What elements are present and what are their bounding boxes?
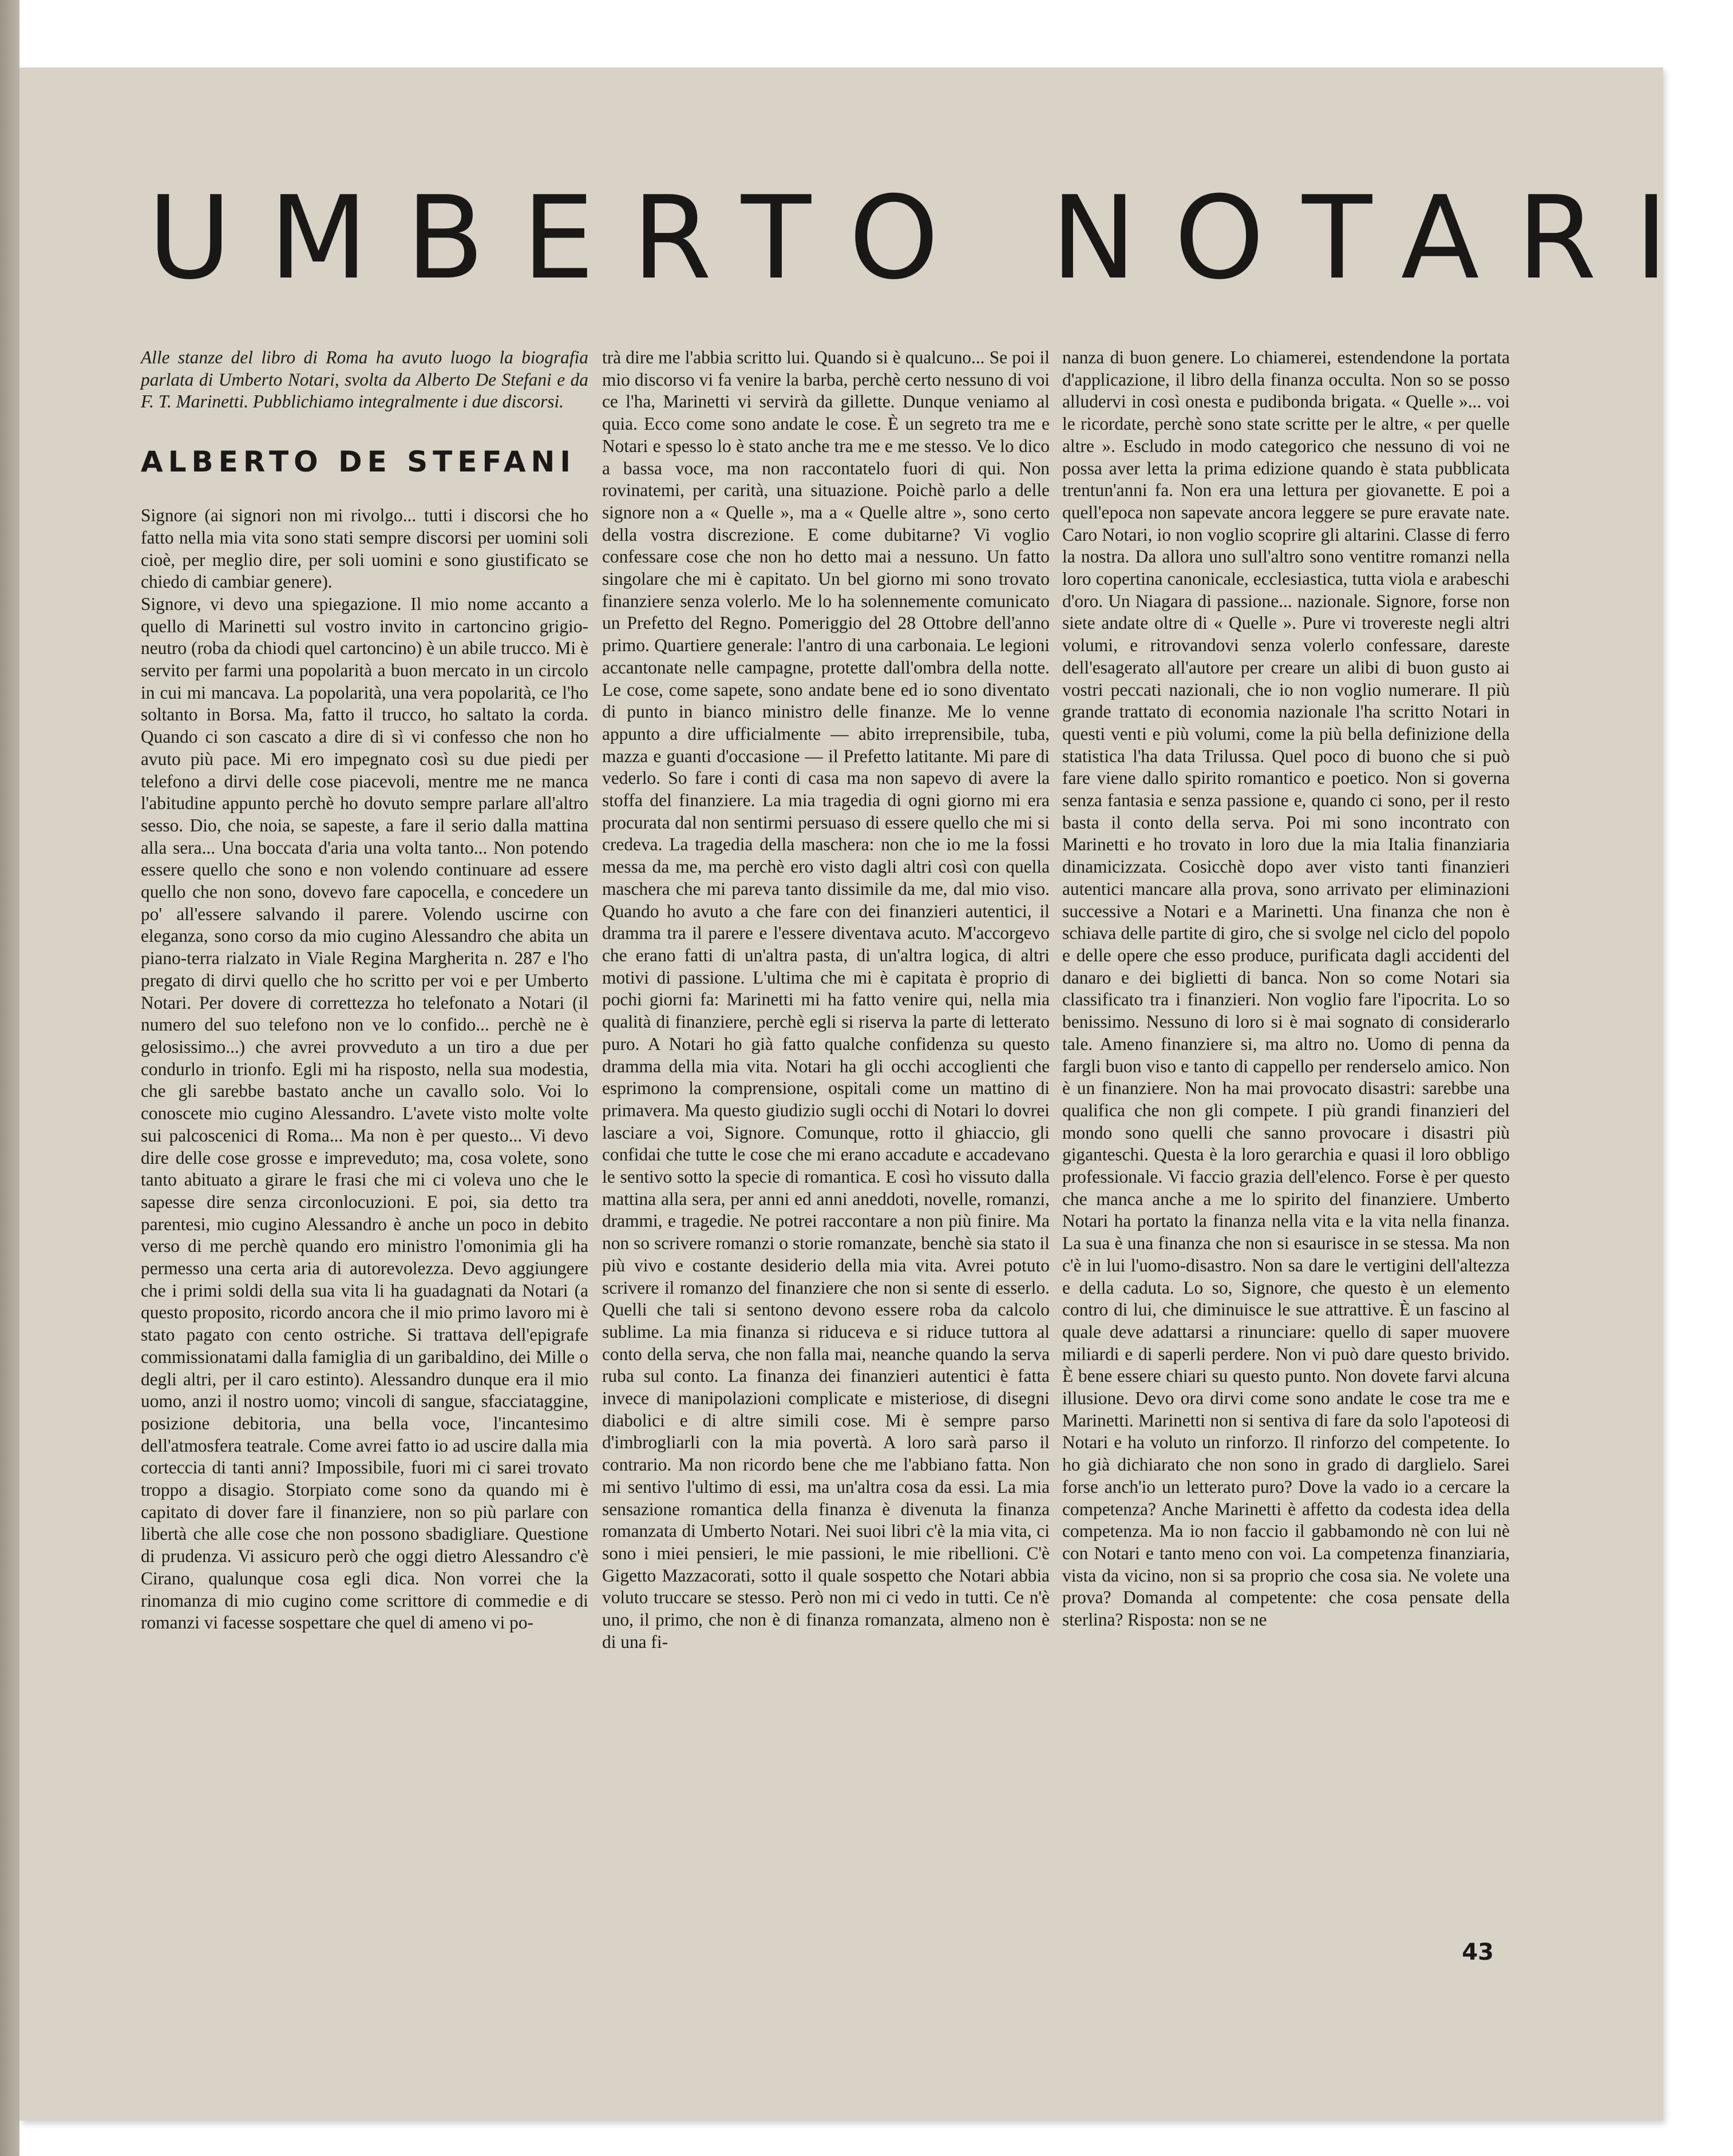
column-3 [1062, 347, 1510, 1920]
column-1-paragraph-1: Signore (ai signori non mi rivolgo... tutti i discorsi che ho fatto nella mia vita sono stati sempre discorsi per uomini soli cioè, per meglio dire, per soli uomini e sono giustificato se chiedo di cambiar genere). [141, 505, 588, 592]
page-number: 43 [1462, 1939, 1494, 1965]
column-1-paragraph-2: Signore, vi devo una spiegazione. Il mio nome accanto a quello di Marinetti sul vostro invito in cartoncino grigio-neutro (roba da chiodi quel cartoncino) è un abile trucco. Mi è servito per farmi una popolarità a buon mercato in un circolo in cui mi mancava. La popolarità, una vera popolarità, ce l'ho soltanto in Borsa. Ma, fatto il trucco, ho saltato la corda. Quando ci son cascato a dire di sì vi confesso che non ho avuto più pace. Mi ero impegnato così su due piedi per telefono a dirvi delle cose piacevoli, mentre me ne manca l'abitudine appunto perchè ho dovuto sempre parlare all'altro sesso. Dio, che noia, se sapeste, a fare il serio dalla mattina alla sera... Una boccata d'aria una volta tanto... Non potendo essere quello che sono e non volendo continuare ad essere quello che non sono, dovevo fare capocella, e concedere un po' all'essere salvando il parere. Volendo uscirne con eleganza, sono corso da mio cugino Alessandro che abita un piano-terra rialzato in Viale Regina Margherita n. 287 e l'ho pregato di dirvi quello che ho scritto per voi e per Umberto Notari. Per dovere di correttezza ho telefonato a Notari (il numero del suo telefono non ve lo confido... perchè ne è gelosissimo...) che avrei provveduto a un tiro a due per condurlo in trionfo. Egli mi ha risposto, nella sua modestia, che gli sarebbe bastato anche un cavallo solo. Voi lo conoscete mio cugino Alessandro. L'avete visto molte volte sui palcoscenici di Roma... Ma non è per questo... Vi devo dire delle cose grosse e impreveduto; ma, cosa volete, sono tanto abituato a girare le frasi che mi ci voleva uno che le sapesse dire senza circonlocuzioni. E poi, sia detto tra parentesi, mio cugino Alessandro è anche un poco in debito verso di me perchè quando ero ministro l'omonimia gli ha permesso una certa aria di autorevolezza. Devo aggiungere che i primi soldi della sua vita li ha guadagnati da Notari (a questo proposito, ricordo ancora che il mio primo lavoro mi è stato pagato con cento ostriche. Si trattava dell'epigrafe commissionatami dalla famiglia di un garibaldino, dei Mille o degli altri, per il caro estinto). Alessandro dunque era il mio uomo, anzi il nostro uomo; vincoli di sangue, sfacciataggine, posizione debitoria, una bella voce, l'incantesimo dell'atmosfera teatrale. Come avrei fatto io ad uscire dalla mia corteccia di tanti anni? Impossibile, fuori mi ci sarei trovato troppo a disagio. Storpiato come sono da quando mi è capitato di dover fare il finanziere, non so più parlare con libertà che alle cose che non possono sbadigliare. Questione di prudenza. Vi assicuro però che oggi dietro Alessandro c'è Cirano, qualunque cosa egli dica. Non vorrei che la rinomanza di mio cugino come scrittore di commedie e di romanzi vi facesse sospettare che quel di ameno vi po- [141, 593, 588, 1633]
column-2 [602, 347, 1050, 1920]
speaker-heading: ALBERTO DE STEFANI [141, 445, 576, 479]
binding-edge [0, 0, 19, 2156]
column-2-paragraph-1: trà dire me l'abbia scritto lui. Quando si è qualcuno... Se poi il mio discorso vi fa venire la barba, perchè certo nessuno di voi ce l'ha, Marinetti vi servirà da gillette. Dunque veniamo al quia. Ecco come sono andate le cose. È un segreto tra me e Notari e spesso lo è stato anche tra me e me stesso. Ve lo dico a bassa voce, ma non raccontatelo fuori di qui. Non rovinatemi, per carità, una situazione. Poichè parlo a delle signore non a « Quelle », ma a « Quelle altre », sono certo della vostra discrezione. E come dubitarne? Vi voglio confessare cose che non ho detto mai a nessuno. Un fatto singolare che mi è capitato. Un bel giorno mi sono trovato finanziere senza volerlo. Me lo ha solennemente comunicato un Prefetto del Regno. Pomeriggio del 28 Ottobre dell'anno primo. Quartiere generale: l'antro di una carbonaia. Le legioni accantonate nelle campagne, protette dall'ombra della notte. Le cose, come sapete, sono andate bene ed io sono diventato di punto in bianco ministro delle finanze. Me lo venne appunto a dire ufficialmente — abito irreprensibile, tuba, mazza e guanti d'occasione — il Prefetto latitante. Mi pare di vederlo. So fare i conti di casa ma non sapevo di avere la stoffa del finanziere. La mia tragedia di ogni giorno mi era procurata dal non sentirmi persuaso di essere quello che mi si credeva. La tragedia della maschera: non che io me la fossi messa da me, ma perchè ero visto dagli altri così con quella maschera che mi pareva tanto dissimile da me, dal mio viso. Quando ho avuto a che fare con dei finanzieri autentici, il dramma tra il parere e l'essere diventava acuto. M'accorgevo che erano fatti di un'altra pasta, di un'altra logica, di altri motivi di passione. L'ultima che mi è capitata è proprio di pochi giorni fa: Marinetti mi ha fatto venire qui, nella mia qualità di finanziere, perchè egli si riserva la parte di letterato puro. A Notari ho già fatto qualche confidenza su questo dramma della mia vita. Notari ha gli occhi accoglienti che esprimono la comprensione, ospitali come un mattino di primavera. Ma questo giudizio sugli occhi di Notari lo dovrei lasciare a voi, Signore. Comunque, rotto il ghiaccio, gli confidai che tutte le cose che mi erano accadute e accadevano le sentivo sotto la specie di romantica. E così ho vissuto dalla mattina alla sera, per anni ed anni aneddoti, novelle, romanzi, drammi, e tragedie. Ne potrei raccontare a non più finire. Ma non so scrivere romanzi o storie romanzate, benchè sia stato il più vivo e costante desiderio della mia vita. Avrei potuto scrivere il romanzo del finanziere che non si sente di esserlo. Quelli che tali si sentono devono essere roba da calcolo sublime. La mia finanza si riduceva e si riduce tuttora al conto della serva, che non falla mai, neanche quando la serva ruba sul conto. La finanza dei finanzieri autentici è fatta invece di manipolazioni complicate e misteriose, di disegni diabolici e di altre simili cose. Mi è sempre parso d'imbrogliarli con la mia povertà. A loro sarà parso il contrario. Ma non ricordo bene che me l'abbiano fatta. Non mi sentivo l'ultimo di essi, ma un'altra cosa da essi. La mia sensazione romantica della finanza è divenuta la finanza romanzata di Umberto Notari. Nei suoi libri c'è la mia vita, ci sono i miei pensieri, le mie passioni, le mie ribellioni. C'è Gigetto Mazzacorati, sotto il quale sospetto che Notari abbia voluto truccare se stesso. Però non mi ci vedo in tutti. Ce n'è uno, il primo, che non è di finanza romanzata, almeno non è di una fi- [602, 347, 1050, 1652]
column-1 [141, 347, 588, 1920]
column-3-paragraph-1: nanza di buon genere. Lo chiamerei, estendendone la portata d'applicazione, il libro della finanza occulta. Non so se posso alludervi in così onesta e pudibonda brigata. « Quelle »... voi le ricordate, perchè sono state scritte per le altre, « per quelle altre ». Escludo in modo categorico che nessuno di voi ne possa aver letta la prima edizione quando è stata pubblicata trentun'anni fa. Non era una lettura per giovanette. E poi a quell'epoca non sapevate ancora leggere se pure eravate nate. Caro Notari, io non voglio scoprire gli altarini. Classe di ferro la nostra. Da allora uno sull'altro sono ventitre romanzi nella loro copertina canonicale, ecclesiastica, tutta viola e arabeschi d'oro. Un Niagara di passione... nazionale. Signore, forse non siete andate oltre di « Quelle ». Pure vi trovereste negli altri volumi, e ritrovandovi senza volerlo confessare, dareste dell'esagerato all'autore per creare un alibi di buon gusto ai vostri peccati nazionali, che io non voglio numerare. Il più grande trattato di economia nazionale l'ha scritto Notari in questi venti e più volumi, come la più bella definizione della statistica l'ha data Trilussa. Quel poco di buono che si può fare viene dallo spirito romantico e poetico. Non si governa senza fantasia e senza passione e, quando ci sono, per il resto basta il conto della serva. Poi mi sono incontrato con Marinetti e ho trovato in loro due la mia Italia finanziaria dinamicizzata. Cosicchè dopo aver visto tanti finanzieri autentici mancare alla prova, sono arrivato per eliminazioni successive a Notari e a Marinetti. Una finanza che non è schiava delle partite di giro, che si svolge nel ciclo del popolo e delle opere che esso produce, purificata dagli accidenti del danaro e dei biglietti di banca. Non so come Notari sia classificato tra i finanzieri. Non voglio fare l'ipocrita. Lo so benissimo. Nessuno di loro si è mai sognato di considerarlo tale. Ameno finanziere si, ma altro no. Uomo di penna da fargli buon viso e tanto di cappello per renderselo amico. Non è un finanziere. Non ha mai provocato disastri: sarebbe una qualifica che non gli compete. I più grandi finanzieri del mondo sono quelli che sanno provocare i disastri più giganteschi. Questa è la loro gerarchia e quasi il loro obbligo professionale. Vi faccio grazia dell'elenco. Forse è per questo che manca anche a me lo spirito del finanziere. Umberto Notari ha portato la finanza nella vita e la vita nella finanza. La sua è una finanza che non si esaurisce in se stessa. Ma non c'è in lui l'uomo-disastro. Non sa dare le vertigini dell'altezza e della caduta. Lo so, Signore, che questo è un elemento contro di lui, che diminuisce le sue attrattive. È un fascino al quale deve adattarsi a rinunciare: quello di saper muovere miliardi e di saperli perdere. Non vi può dare questo brivido. È bene essere chiari su questo punto. Non dovete farvi alcuna illusione. Devo ora dirvi come sono andate le cose tra me e Marinetti. Marinetti non si sentiva di fare da solo l'apoteosi di Notari e ha voluto un rinforzo. Il rinforzo del competente. Io ho già dichiarato che non sono in grado di darglielo. Sarei forse anch'io un letterato puro? Dove la vado io a cercare la competenza? Anche Marinetti è affetto da codesta idea della competenza. Ma io non faccio il gabbamondo nè con lui nè con Notari e tanto meno con voi. La competenza finanziaria, vista da vicino, non si sa proprio che cosa sia. Ne volete una prova? Domanda al competente: che cosa pensate della sterlina? Risposta: non se ne [1062, 347, 1510, 1630]
article-intro: Alle stanze del libro di Roma ha avuto luogo la biografia parlata di Umberto Notari, svolta da Alberto De Stefani e da F. T. Marinetti. Pubblichiamo integralmente i due discorsi. [141, 347, 588, 412]
article-title: UMBERTO NOTARI [148, 172, 1706, 305]
